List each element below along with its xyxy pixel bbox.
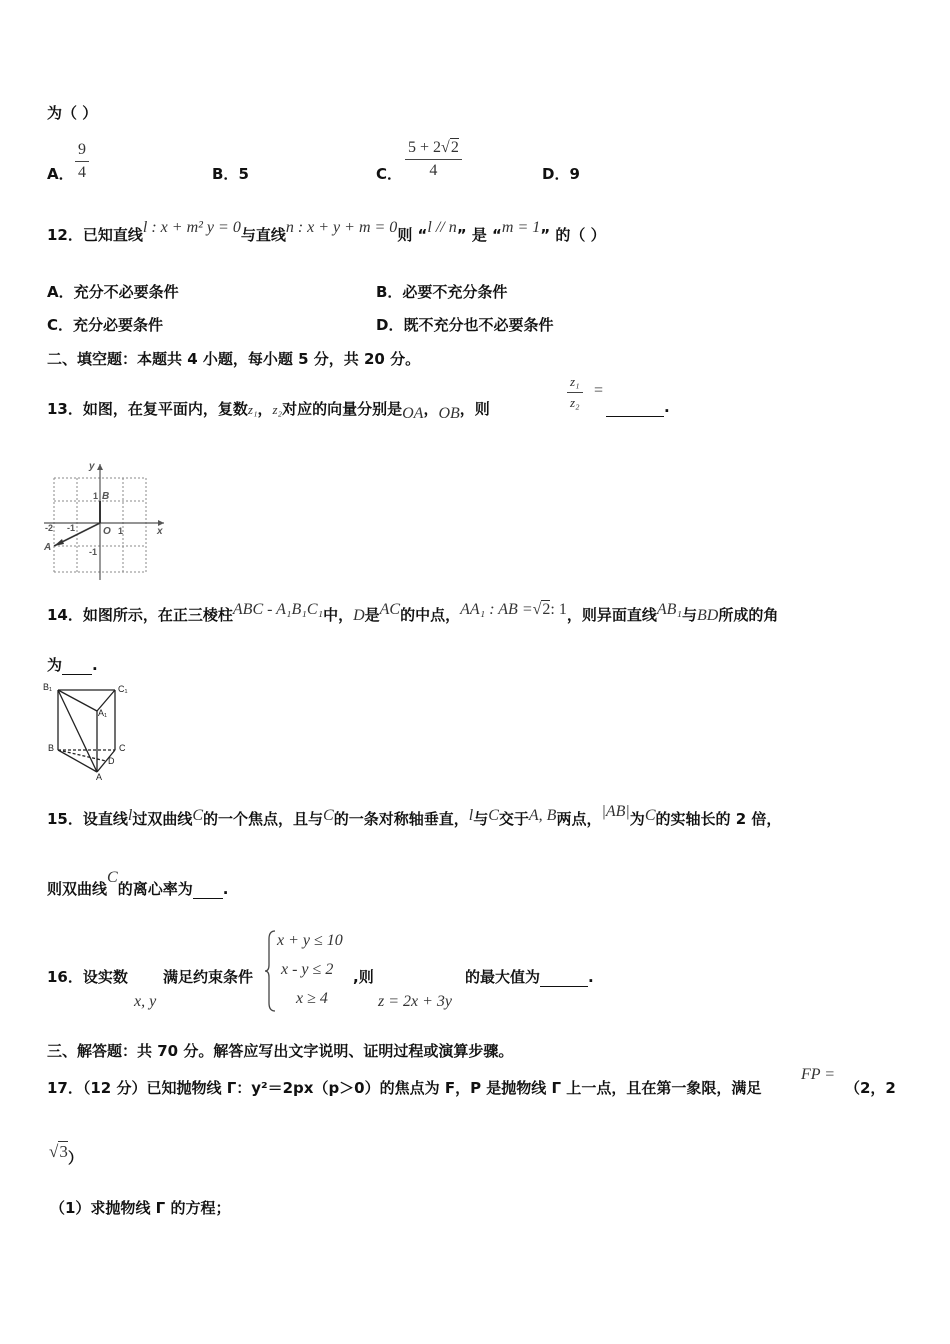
math-d: D (353, 607, 365, 624)
math-ob: OB (438, 405, 460, 422)
math-l: l (468, 807, 474, 824)
q13-fraction (567, 374, 583, 411)
tick-1-x: 1 (118, 526, 124, 536)
text: ， (257, 400, 273, 418)
text: 的一条对称轴垂直， (333, 810, 469, 828)
tick-neg1-y: -1 (89, 547, 98, 557)
question-number: 12． (47, 226, 83, 244)
text: 中， (323, 606, 354, 624)
q12-option-c: C．充分必要条件 (47, 316, 164, 334)
text: 的中点， (400, 606, 461, 624)
q15-stem-line2 (47, 869, 229, 899)
option-label: B． (212, 165, 239, 183)
text: 已知直线 (82, 226, 143, 244)
q16-tail (465, 966, 594, 987)
math-ab1: AB₁ (656, 601, 682, 618)
math-c: C (323, 807, 334, 824)
question-number: 17． (47, 1079, 83, 1097)
math-sqrt2: 2 (542, 601, 551, 618)
text: 交于 (498, 810, 529, 828)
text: ，则 (459, 400, 490, 418)
question-number: 15． (47, 810, 83, 828)
q11-option-c-fraction: $\frac{5 + 2√2}{4}$ (405, 139, 462, 180)
option-value: 5 (238, 165, 249, 183)
label-x: x (157, 526, 163, 537)
section-2-heading: 二、填空题：本题共 4 小题，每小题 5 分，共 20 分。 (47, 350, 421, 368)
q12-option-a: A．充分不必要条件 (47, 283, 179, 301)
label-a: A (96, 772, 103, 780)
text: 的实轴长的 2 倍， (655, 810, 782, 828)
text: . (664, 398, 670, 416)
q17-fp: FP = (801, 1066, 836, 1083)
edge-b1a1 (58, 690, 97, 711)
math-c: C (107, 869, 118, 886)
frac-den: 4 (78, 164, 86, 181)
text: 的最大值为 (465, 968, 541, 986)
q11-option-d (542, 163, 580, 184)
q16-stem-b: 满足约束条件 (163, 968, 254, 986)
text: 则 “ (397, 226, 428, 244)
text: ” 的（ ） (540, 226, 606, 244)
math-ratio-tail: : 1 (550, 601, 567, 618)
text: . (92, 656, 98, 674)
frac-den: z₂ (570, 395, 580, 410)
q16-then: ,则 (353, 968, 374, 986)
option-label: D． (542, 165, 570, 183)
question-number: 13． (47, 400, 83, 418)
text: 为 (47, 656, 63, 674)
label-o: O (103, 526, 111, 537)
q17-part-1: （1）求抛物线 Γ 的方程； (50, 1199, 231, 1217)
q16-objective: z = 2x + 3y (378, 993, 453, 1010)
text: 设直线 (82, 810, 128, 828)
q13-answer-blank (606, 398, 670, 417)
math-abs-ab: |AB| (601, 803, 630, 820)
label-c: C (119, 743, 126, 753)
text: 如图所示，在正三棱柱 (82, 606, 233, 624)
q12-option-b: B．必要不充分条件 (376, 283, 508, 301)
math-z2: z₂ (272, 402, 283, 417)
q14-prism-figure (40, 680, 140, 780)
text: . (222, 880, 229, 898)
q13-stem: 13．如图，在复平面内，复数z₁，z₂对应的向量分别是OA，OB，则 (47, 400, 490, 422)
label-a: A (44, 542, 52, 553)
math-sqrt3: 3 (59, 1142, 68, 1161)
q12-stem (47, 219, 606, 245)
math-line-n: n : x + y + m = 0 (285, 219, 398, 236)
math-prism: ABC - A₁B₁C₁ (232, 601, 324, 618)
label-b: B (102, 491, 110, 502)
q11-option-a-fraction (75, 141, 89, 182)
math-parallel: l // n (427, 219, 457, 236)
math-l: l (127, 807, 133, 824)
frac-num: z₁ (567, 374, 583, 393)
text: ） (67, 1149, 83, 1167)
math-bd: BD (697, 607, 719, 624)
math-ratio: AA₁ : AB = (460, 601, 533, 618)
math-ac: AC (379, 601, 401, 618)
text: 如图，在复平面内，复数 (82, 400, 248, 418)
q11-option-b (212, 163, 249, 184)
math-m-eq-1: m = 1 (501, 219, 541, 236)
y-axis-arrow (97, 464, 103, 470)
tick-1-y: 1 (93, 491, 99, 501)
option-value: 9 (569, 165, 580, 183)
q16-vars: x, y (134, 993, 157, 1010)
label-d: D (108, 756, 115, 766)
q13-complex-plane-figure (40, 456, 170, 581)
text: ，则异面直线 (566, 606, 657, 624)
text: 所成的角 (718, 606, 779, 624)
vector-oa-arrow (54, 539, 64, 546)
q13-equals: = (594, 382, 604, 399)
tick-neg2-x: -2 (45, 523, 54, 533)
q16-brace-icon (263, 929, 277, 1013)
text: 为 (629, 810, 645, 828)
q16-stem-a (47, 966, 128, 987)
math-ab: A, B (528, 807, 557, 824)
text: 则双曲线 (47, 880, 108, 898)
q15-stem (47, 803, 782, 829)
q17-vector-tail: √3） (49, 1142, 83, 1167)
frac-num-a: 5 + 2 (408, 139, 442, 156)
question-number: 16． (47, 968, 83, 986)
section-3-heading: 三、解答题：共 70 分。解答应写出文字说明、证明过程或演算步骤。 (47, 1042, 514, 1060)
label-y: y (89, 461, 95, 472)
math-c: C (192, 807, 204, 824)
math-line-l: l : x + m² y = 0 (142, 219, 241, 236)
frac-den: 4 (429, 162, 438, 179)
frac-num: 9 (75, 141, 89, 162)
segment-ab1 (58, 690, 97, 772)
segment-bd (58, 750, 106, 761)
q17-stem (47, 1077, 761, 1098)
q16-constraint-1: x + y ≤ 10 (277, 932, 343, 949)
q16-constraint-3: x ≥ 4 (296, 990, 328, 1007)
q16-constraint-2: x - y ≤ 2 (281, 961, 334, 978)
math-c: C (488, 807, 499, 824)
q14-answer-line (47, 654, 98, 675)
label-b1: B₁ (43, 682, 53, 692)
text: 与直线 (240, 226, 286, 244)
text: 的离心率为 (117, 880, 193, 898)
label-b: B (48, 743, 55, 753)
text: 对应的向量分别是 (282, 400, 403, 418)
q17-vector: （2，2 (845, 1079, 896, 1097)
text: 是 (364, 606, 380, 624)
text: 与 (681, 606, 697, 624)
text: 的一个焦点，且与 (203, 810, 324, 828)
q11-option-a-label: A． (47, 165, 74, 183)
q11-tail: 为（ ） (47, 104, 98, 122)
question-number: 14． (47, 606, 83, 624)
text: 过双曲线 (132, 810, 193, 828)
q11-option-c-label: C． (376, 165, 403, 183)
frac-num-sqrt: 2 (450, 139, 459, 156)
text: . (588, 968, 594, 986)
text: 与 (473, 810, 489, 828)
text: （12 分）已知抛物线 Γ：y²＝2px（p＞0）的焦点为 F，P 是抛物线 Γ 上一点，且在第一象限，满足 (82, 1079, 762, 1097)
tick-neg1-x: -1 (67, 523, 76, 533)
text: 两点， (556, 810, 602, 828)
text: ” 是 “ (456, 226, 502, 244)
math-oa: OA (402, 405, 424, 422)
math-c: C (644, 807, 656, 824)
q12-option-d: D．既不充分也不必要条件 (376, 316, 554, 334)
math-z1: z₁ (247, 402, 258, 417)
q14-stem: 14．如图所示，在正三棱柱ABC - A₁B₁C₁中，D是AC的中点，AA₁ : AB =√2: 1，则异面直线AB₁与BD所成的角 (47, 601, 779, 624)
text: 设实数 (82, 968, 128, 986)
label-a1: A₁ (98, 708, 108, 718)
label-c1: C₁ (118, 684, 128, 694)
